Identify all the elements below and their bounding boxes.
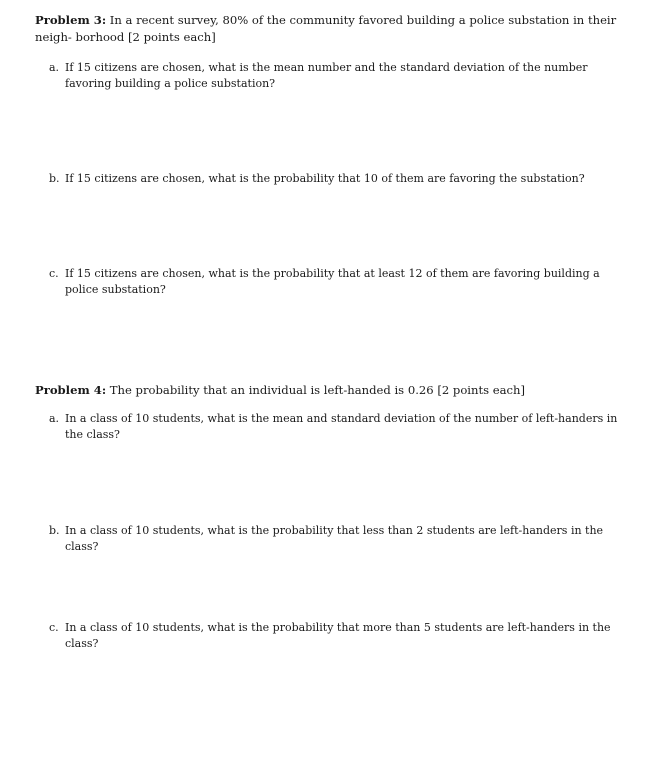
item-question: In a class of 10 students, what is the probability that more than 5 students are left-handers in the class? xyxy=(65,621,611,650)
item-letter: a. xyxy=(49,61,60,74)
problem-4-item-c xyxy=(49,620,619,652)
item-question: In a class of 10 students, what is the probability that less than 2 students are left-handers in the class? xyxy=(65,524,604,553)
item-letter: a. xyxy=(49,412,60,425)
problem-3-text: In a recent survey, 80% of the community favored building a police substation in their neigh- borhood [2 points each] xyxy=(35,13,617,44)
problem-4-item-b xyxy=(49,523,619,555)
item-letter: c. xyxy=(49,267,59,280)
item-question: If 15 citizens are chosen, what is the mean number and the standard deviation of the number favoring building a police substation? xyxy=(65,61,588,90)
item-letter: b. xyxy=(49,172,60,185)
item-question: If 15 citizens are chosen, what is the probability that 10 of them are favoring the substation? xyxy=(65,172,585,185)
item-question: In a class of 10 students, what is the mean and standard deviation of the number of left-handers in the class? xyxy=(65,412,618,441)
item-letter: c. xyxy=(49,621,59,634)
problem-4-item-a xyxy=(49,411,619,443)
problem-4-text: The probability that an individual is left-handed is 0.26 [2 points each] xyxy=(109,383,526,397)
problem-3-label: Problem 3: xyxy=(35,13,107,27)
problem-3-heading xyxy=(35,12,620,46)
problem-4-label: Problem 4: xyxy=(35,383,107,397)
problem-4-heading xyxy=(35,382,620,399)
problem-3-item-a xyxy=(49,60,619,92)
item-question: If 15 citizens are chosen, what is the probability that at least 12 of them are favoring building a police substation? xyxy=(65,267,600,296)
item-letter: b. xyxy=(49,524,60,537)
problem-3-item-b xyxy=(49,171,619,187)
problem-3-item-c xyxy=(49,266,619,298)
